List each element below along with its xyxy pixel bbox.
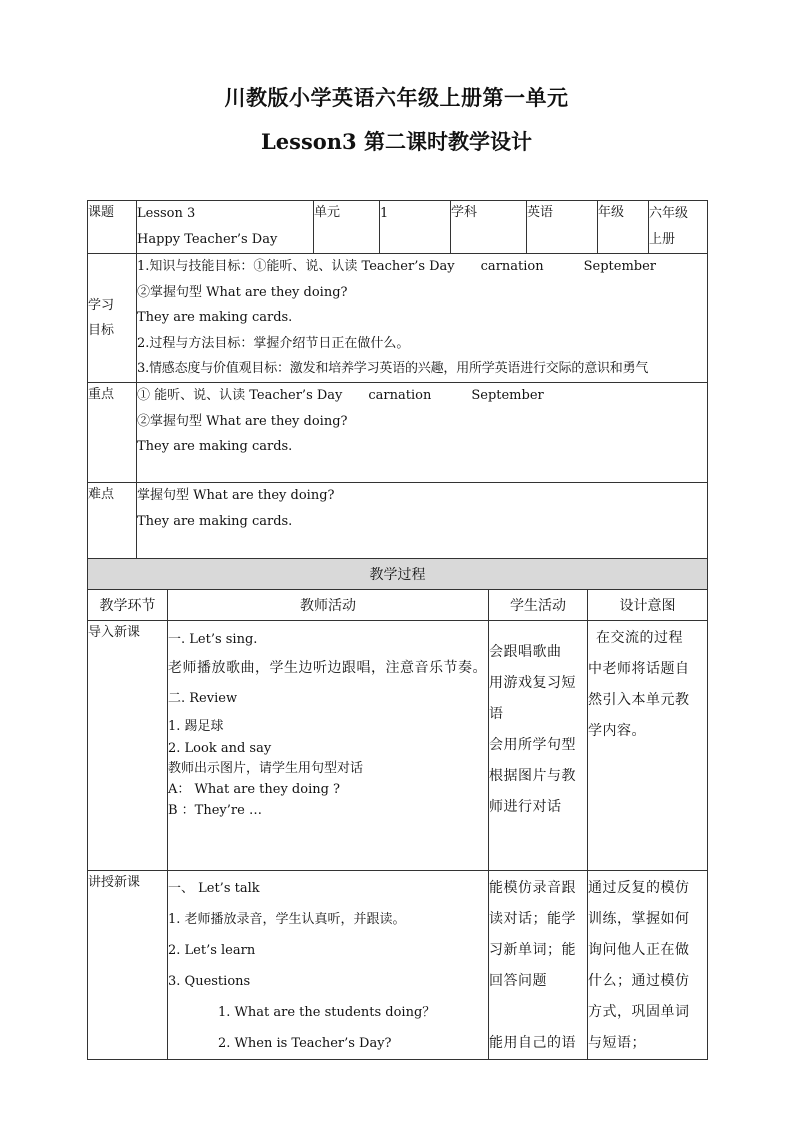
design-line: 什么；通过模仿: [588, 973, 690, 989]
goal-line: 1.知识与技能目标：①能听、说、认读 Teacher’s Day carnation September: [137, 259, 657, 274]
diff-line: They are making cards.: [137, 513, 293, 529]
goals-label-line: 学习: [88, 297, 115, 313]
teaching-process-table: [87, 558, 708, 1060]
student-line: 能模仿录音跟: [489, 880, 576, 896]
topic-row: [88, 201, 708, 254]
teacher-line: 2. Look and say: [168, 741, 272, 756]
student-line: 会跟唱歌曲: [489, 644, 562, 660]
key-line: ②掌握句型 What are they doing?: [137, 413, 348, 429]
student-line: 会用所学句型: [489, 737, 576, 753]
topic-value: [137, 201, 314, 254]
goals-row: [88, 254, 708, 383]
student-line: 习新单词；能: [489, 942, 576, 958]
teacher-line: A： What are they doing ?: [168, 782, 341, 797]
goal-line: 2.过程与方法目标：掌握介绍节日正在做什么。: [137, 335, 410, 351]
grade-value: [649, 201, 708, 254]
teacher-line: B ：They’re …: [168, 803, 262, 818]
teacher-line: 二. Review: [168, 690, 238, 706]
design-line: 询问他人正在做: [588, 942, 690, 958]
student-line: 根据图片与教: [489, 768, 576, 784]
stage-label: 讲授新课: [88, 871, 168, 1060]
student-line: 语: [489, 706, 504, 722]
goal-line: They are making cards.: [137, 310, 293, 325]
student-line: 读对话；能学: [489, 911, 576, 927]
design-intent: [588, 621, 708, 871]
goals-content: [137, 254, 708, 383]
student-line: 师进行对话: [489, 799, 562, 815]
process-header-row: [88, 559, 708, 590]
lesson-info-table: [87, 200, 708, 559]
teacher-line: 教师出示图片，请学生用句型对话: [168, 761, 364, 776]
student-line: 回答问题: [489, 973, 547, 989]
goals-label-line: 目标: [88, 323, 115, 338]
teacher-line: 1. 老师播放录音，学生认真听，并跟读。: [168, 912, 406, 927]
process-section-title: 教学过程: [88, 559, 708, 590]
subject-label: 学科: [451, 201, 527, 254]
topic-line: Happy Teacher’s Day: [137, 231, 278, 247]
design-line: 与短语；: [588, 1035, 646, 1051]
design-line: 训练，掌握如何: [588, 911, 690, 927]
key-points-content: [137, 383, 708, 483]
unit-label: 单元: [314, 201, 380, 254]
teacher-line: 1. What are the students doing？: [218, 1005, 436, 1020]
grade-line: 六年级: [649, 206, 689, 221]
student-line: 用游戏复习短: [489, 675, 576, 691]
teacher-line: 2. When is Teacher’s Day?: [218, 1036, 392, 1051]
diff-line: 掌握句型 What are they doing?: [137, 488, 335, 503]
teacher-line: 1. 踢足球: [168, 718, 224, 734]
column-header: 教师活动: [168, 590, 489, 621]
student-activity: [489, 621, 588, 871]
goals-label: [88, 254, 137, 383]
key-line: They are making cards.: [137, 439, 293, 454]
design-line: 在交流的过程: [596, 630, 683, 646]
document-subtitle: Lesson3 第二课时教学设计: [261, 129, 532, 154]
column-header: 设计意图: [588, 590, 708, 621]
difficulty-label: 难点: [88, 483, 137, 559]
grade-label: 年级: [598, 201, 649, 254]
design-line: 然引入本单元教: [588, 692, 690, 708]
goal-line: 3.情感态度与价值观目标：激发和培养学习英语的兴趣，用所学英语进行交际的意识和勇气: [137, 361, 649, 376]
teacher-line: 2. Let’s learn: [168, 943, 256, 958]
design-line: 方式，巩固单词: [588, 1004, 690, 1020]
unit-value: 1: [380, 201, 451, 254]
teacher-line: 老师播放歌曲，学生边听边跟唱，注意音乐节奏。: [168, 659, 487, 676]
process-row-new-lesson: [88, 871, 708, 1060]
subject-value: 英语: [527, 201, 598, 254]
design-line: 中老师将话题自: [588, 661, 690, 677]
teacher-line: 一、 Let’s talk: [168, 881, 260, 896]
design-line: 学内容。: [588, 723, 646, 739]
column-header: 学生活动: [489, 590, 588, 621]
grade-line: 上册: [649, 231, 676, 247]
key-points-row: [88, 383, 708, 483]
stage-label: 导入新课: [88, 621, 168, 871]
teacher-line: 3. Questions: [168, 974, 251, 989]
student-line: [489, 997, 587, 1028]
column-header: 教学环节: [88, 590, 168, 621]
design-line: 通过反复的模仿: [588, 880, 690, 896]
teacher-activity: [168, 621, 489, 871]
teacher-line: 一. Let’s sing.: [168, 632, 258, 647]
topic-label: 课题: [88, 201, 137, 254]
process-column-headers: [88, 590, 708, 621]
goal-line: ②掌握句型 What are they doing?: [137, 284, 348, 300]
student-line: 能用自己的语: [489, 1035, 576, 1051]
key-points-label: 重点: [88, 383, 137, 483]
difficulty-content: [137, 483, 708, 559]
student-activity: [489, 871, 588, 1060]
key-line: ① 能听、说、认读 Teacher’s Day carnation September: [137, 388, 544, 403]
process-row-intro: [88, 621, 708, 871]
document-title: 川教版小学英语六年级上册第一单元: [224, 85, 569, 110]
teacher-activity: [168, 871, 489, 1060]
difficulty-row: [88, 483, 708, 559]
topic-line: Lesson 3: [137, 206, 196, 221]
design-intent: [588, 871, 708, 1060]
